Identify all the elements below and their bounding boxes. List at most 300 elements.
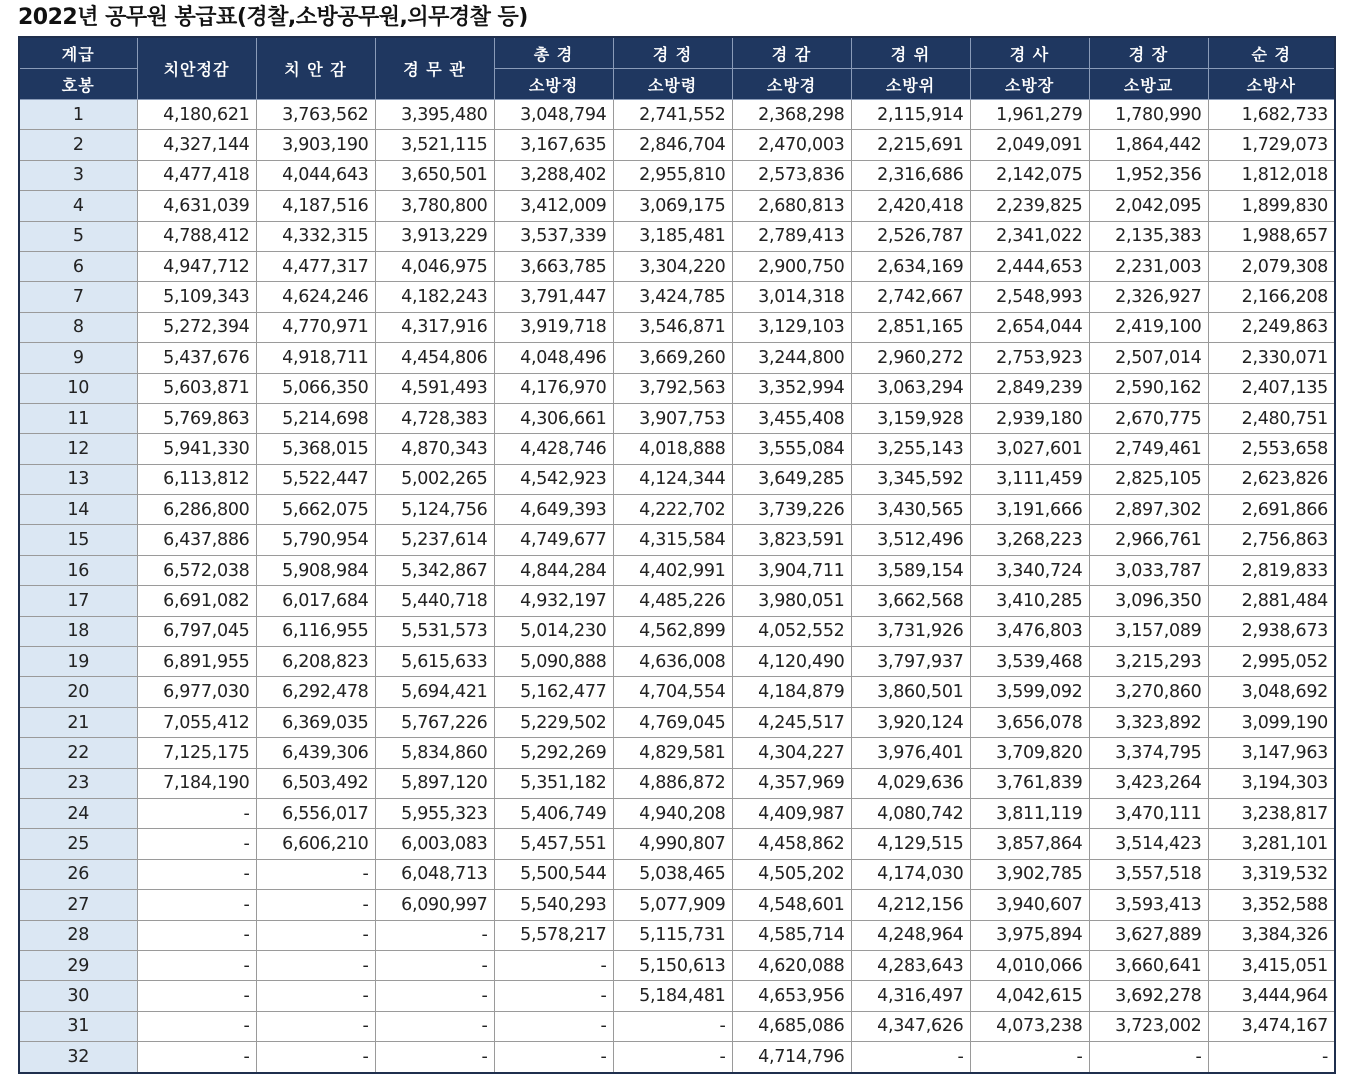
salary-cell: 4,918,711 bbox=[256, 343, 375, 373]
table-row bbox=[19, 920, 1335, 950]
salary-cell: 5,184,481 bbox=[613, 981, 732, 1011]
salary-cell: 6,556,017 bbox=[256, 798, 375, 828]
salary-cell: 4,018,888 bbox=[613, 434, 732, 464]
header-col2: 치 안 감 bbox=[256, 37, 375, 100]
salary-cell: 3,099,190 bbox=[1208, 707, 1335, 737]
salary-cell: 5,790,954 bbox=[256, 525, 375, 555]
salary-cell: 3,913,229 bbox=[375, 221, 494, 251]
salary-cell: 5,500,544 bbox=[494, 859, 613, 889]
salary-cell: 3,270,860 bbox=[1089, 677, 1208, 707]
salary-cell: - bbox=[256, 1011, 375, 1041]
salary-cell: 5,077,909 bbox=[613, 890, 732, 920]
salary-cell: 3,194,303 bbox=[1208, 768, 1335, 798]
salary-cell: 4,728,383 bbox=[375, 403, 494, 433]
table-row bbox=[19, 160, 1335, 190]
salary-cell: 3,521,115 bbox=[375, 130, 494, 160]
salary-cell: 5,694,421 bbox=[375, 677, 494, 707]
salary-cell: 2,444,653 bbox=[970, 251, 1089, 281]
salary-cell: 3,319,532 bbox=[1208, 859, 1335, 889]
salary-cell: 5,540,293 bbox=[494, 890, 613, 920]
salary-cell: 4,714,796 bbox=[732, 1042, 851, 1073]
salary-cell: 2,341,022 bbox=[970, 221, 1089, 251]
salary-cell: 3,739,226 bbox=[732, 495, 851, 525]
salary-cell: 4,749,677 bbox=[494, 525, 613, 555]
salary-cell: 3,167,635 bbox=[494, 130, 613, 160]
salary-cell: 5,955,323 bbox=[375, 798, 494, 828]
step-cell: 20 bbox=[19, 677, 137, 707]
step-cell: 11 bbox=[19, 403, 137, 433]
salary-cell: - bbox=[137, 890, 256, 920]
table-row bbox=[19, 434, 1335, 464]
step-cell: 7 bbox=[19, 282, 137, 312]
table-row bbox=[19, 100, 1335, 130]
header-col8-bottom: 소방장 bbox=[970, 69, 1089, 100]
salary-cell: 5,090,888 bbox=[494, 647, 613, 677]
salary-cell: 2,749,461 bbox=[1089, 434, 1208, 464]
salary-cell: 5,941,330 bbox=[137, 434, 256, 464]
salary-cell: 3,323,892 bbox=[1089, 707, 1208, 737]
salary-cell: 4,347,626 bbox=[851, 1011, 970, 1041]
table-row bbox=[19, 312, 1335, 342]
salary-cell: 5,406,749 bbox=[494, 798, 613, 828]
salary-cell: 4,409,987 bbox=[732, 798, 851, 828]
header-col10-bottom: 소방사 bbox=[1208, 69, 1335, 100]
salary-cell: 3,474,167 bbox=[1208, 1011, 1335, 1041]
step-cell: 21 bbox=[19, 707, 137, 737]
salary-cell: - bbox=[137, 1011, 256, 1041]
salary-table bbox=[18, 36, 1336, 1074]
header-col6-top: 경 감 bbox=[732, 37, 851, 69]
salary-cell: 4,316,497 bbox=[851, 981, 970, 1011]
header-col4-bottom: 소방정 bbox=[494, 69, 613, 100]
salary-cell: 3,147,963 bbox=[1208, 738, 1335, 768]
salary-cell: 2,966,761 bbox=[1089, 525, 1208, 555]
salary-cell: 3,919,718 bbox=[494, 312, 613, 342]
salary-cell: 2,573,836 bbox=[732, 160, 851, 190]
salary-cell: 2,938,673 bbox=[1208, 616, 1335, 646]
salary-cell: 2,079,308 bbox=[1208, 251, 1335, 281]
salary-cell: 3,555,084 bbox=[732, 434, 851, 464]
salary-cell: 5,578,217 bbox=[494, 920, 613, 950]
table-row bbox=[19, 829, 1335, 859]
step-cell: 17 bbox=[19, 586, 137, 616]
salary-cell: 3,512,496 bbox=[851, 525, 970, 555]
salary-cell: 3,185,481 bbox=[613, 221, 732, 251]
step-cell: 13 bbox=[19, 464, 137, 494]
salary-cell: 2,825,105 bbox=[1089, 464, 1208, 494]
salary-cell: 2,330,071 bbox=[1208, 343, 1335, 373]
salary-cell: 3,811,119 bbox=[970, 798, 1089, 828]
salary-cell: - bbox=[256, 1042, 375, 1073]
salary-cell: 3,423,264 bbox=[1089, 768, 1208, 798]
salary-cell: 3,033,787 bbox=[1089, 555, 1208, 585]
salary-cell: 3,281,101 bbox=[1208, 829, 1335, 859]
step-cell: 14 bbox=[19, 495, 137, 525]
salary-cell: - bbox=[375, 1011, 494, 1041]
salary-cell: 4,327,144 bbox=[137, 130, 256, 160]
salary-cell: 2,316,686 bbox=[851, 160, 970, 190]
salary-cell: 4,542,923 bbox=[494, 464, 613, 494]
salary-cell: 4,591,493 bbox=[375, 373, 494, 403]
salary-cell: 2,049,091 bbox=[970, 130, 1089, 160]
salary-cell: 4,306,661 bbox=[494, 403, 613, 433]
salary-cell: 4,332,315 bbox=[256, 221, 375, 251]
salary-cell: 4,649,393 bbox=[494, 495, 613, 525]
salary-cell: 5,615,633 bbox=[375, 647, 494, 677]
table-row bbox=[19, 981, 1335, 1011]
salary-cell: 7,125,175 bbox=[137, 738, 256, 768]
header-col6-bottom: 소방경 bbox=[732, 69, 851, 100]
step-cell: 30 bbox=[19, 981, 137, 1011]
header-col10-top: 순 경 bbox=[1208, 37, 1335, 69]
salary-cell: - bbox=[1089, 1042, 1208, 1073]
salary-cell: 4,940,208 bbox=[613, 798, 732, 828]
table-row bbox=[19, 403, 1335, 433]
salary-cell: 3,063,294 bbox=[851, 373, 970, 403]
table-row bbox=[19, 191, 1335, 221]
salary-cell: 2,215,691 bbox=[851, 130, 970, 160]
step-cell: 16 bbox=[19, 555, 137, 585]
salary-cell: 4,636,008 bbox=[613, 647, 732, 677]
salary-cell: 6,606,210 bbox=[256, 829, 375, 859]
salary-cell: 1,780,990 bbox=[1089, 100, 1208, 130]
salary-cell: 5,437,676 bbox=[137, 343, 256, 373]
salary-cell: 2,995,052 bbox=[1208, 647, 1335, 677]
salary-cell: 2,849,239 bbox=[970, 373, 1089, 403]
salary-cell: 2,753,923 bbox=[970, 343, 1089, 373]
salary-cell: 4,947,712 bbox=[137, 251, 256, 281]
table-row bbox=[19, 282, 1335, 312]
step-cell: 5 bbox=[19, 221, 137, 251]
step-cell: 3 bbox=[19, 160, 137, 190]
table-row bbox=[19, 647, 1335, 677]
salary-cell: 3,069,175 bbox=[613, 191, 732, 221]
salary-cell: 6,437,886 bbox=[137, 525, 256, 555]
table-row bbox=[19, 221, 1335, 251]
salary-cell: 5,237,614 bbox=[375, 525, 494, 555]
salary-cell: 3,096,350 bbox=[1089, 586, 1208, 616]
header-col4-top: 총 경 bbox=[494, 37, 613, 69]
salary-cell: 4,428,746 bbox=[494, 434, 613, 464]
salary-cell: 4,048,496 bbox=[494, 343, 613, 373]
step-cell: 28 bbox=[19, 920, 137, 950]
salary-cell: 2,470,003 bbox=[732, 130, 851, 160]
salary-cell: 4,187,516 bbox=[256, 191, 375, 221]
salary-cell: 6,113,812 bbox=[137, 464, 256, 494]
salary-cell: 5,109,343 bbox=[137, 282, 256, 312]
step-cell: 1 bbox=[19, 100, 137, 130]
salary-cell: 3,304,220 bbox=[613, 251, 732, 281]
salary-cell: 3,374,795 bbox=[1089, 738, 1208, 768]
salary-cell: 4,248,964 bbox=[851, 920, 970, 950]
salary-cell: 5,603,871 bbox=[137, 373, 256, 403]
step-cell: 29 bbox=[19, 950, 137, 980]
table-row bbox=[19, 464, 1335, 494]
salary-cell: 3,111,459 bbox=[970, 464, 1089, 494]
salary-cell: 4,317,916 bbox=[375, 312, 494, 342]
table-header bbox=[19, 37, 1335, 100]
salary-cell: 4,829,581 bbox=[613, 738, 732, 768]
table-row bbox=[19, 373, 1335, 403]
salary-cell: 3,797,937 bbox=[851, 647, 970, 677]
salary-cell: 6,797,045 bbox=[137, 616, 256, 646]
salary-cell: 2,960,272 bbox=[851, 343, 970, 373]
salary-cell: 2,846,704 bbox=[613, 130, 732, 160]
salary-cell: 5,150,613 bbox=[613, 950, 732, 980]
table-body bbox=[19, 100, 1335, 1073]
salary-cell: - bbox=[970, 1042, 1089, 1073]
salary-cell: 3,410,285 bbox=[970, 586, 1089, 616]
salary-cell: 6,369,035 bbox=[256, 707, 375, 737]
salary-cell: 3,514,423 bbox=[1089, 829, 1208, 859]
salary-cell: - bbox=[137, 920, 256, 950]
salary-cell: 3,940,607 bbox=[970, 890, 1089, 920]
salary-cell: 2,249,863 bbox=[1208, 312, 1335, 342]
salary-cell: 3,048,794 bbox=[494, 100, 613, 130]
salary-cell: 2,042,095 bbox=[1089, 191, 1208, 221]
salary-cell: 2,419,100 bbox=[1089, 312, 1208, 342]
salary-cell: 5,038,465 bbox=[613, 859, 732, 889]
salary-cell: 3,763,562 bbox=[256, 100, 375, 130]
salary-cell: 3,384,326 bbox=[1208, 920, 1335, 950]
salary-cell: 6,208,823 bbox=[256, 647, 375, 677]
header-col9-top: 경 장 bbox=[1089, 37, 1208, 69]
salary-cell: 3,430,565 bbox=[851, 495, 970, 525]
salary-cell: 3,191,666 bbox=[970, 495, 1089, 525]
salary-cell: - bbox=[137, 859, 256, 889]
salary-cell: 4,477,418 bbox=[137, 160, 256, 190]
salary-cell: 4,477,317 bbox=[256, 251, 375, 281]
salary-cell: 6,286,800 bbox=[137, 495, 256, 525]
table-row bbox=[19, 616, 1335, 646]
step-cell: 19 bbox=[19, 647, 137, 677]
salary-cell: - bbox=[256, 890, 375, 920]
salary-cell: 3,761,839 bbox=[970, 768, 1089, 798]
step-cell: 2 bbox=[19, 130, 137, 160]
salary-cell: 1,729,073 bbox=[1208, 130, 1335, 160]
salary-cell: 3,345,592 bbox=[851, 464, 970, 494]
salary-cell: 3,669,260 bbox=[613, 343, 732, 373]
salary-cell: 4,124,344 bbox=[613, 464, 732, 494]
salary-cell: 1,952,356 bbox=[1089, 160, 1208, 190]
header-col8-top: 경 사 bbox=[970, 37, 1089, 69]
salary-cell: 3,395,480 bbox=[375, 100, 494, 130]
step-cell: 12 bbox=[19, 434, 137, 464]
salary-cell: 2,670,775 bbox=[1089, 403, 1208, 433]
salary-cell: 3,215,293 bbox=[1089, 647, 1208, 677]
salary-cell: 3,539,468 bbox=[970, 647, 1089, 677]
step-cell: 18 bbox=[19, 616, 137, 646]
salary-cell: 2,634,169 bbox=[851, 251, 970, 281]
salary-cell: 5,897,120 bbox=[375, 768, 494, 798]
salary-cell: 3,903,190 bbox=[256, 130, 375, 160]
salary-cell: 3,238,817 bbox=[1208, 798, 1335, 828]
salary-cell: 2,623,826 bbox=[1208, 464, 1335, 494]
header-rank: 계급 bbox=[19, 37, 137, 69]
salary-cell: 2,742,667 bbox=[851, 282, 970, 312]
salary-cell: 2,741,552 bbox=[613, 100, 732, 130]
salary-cell: - bbox=[851, 1042, 970, 1073]
salary-cell: 6,977,030 bbox=[137, 677, 256, 707]
table-row bbox=[19, 1011, 1335, 1041]
salary-cell: 4,990,807 bbox=[613, 829, 732, 859]
salary-cell: 3,268,223 bbox=[970, 525, 1089, 555]
salary-cell: 3,662,568 bbox=[851, 586, 970, 616]
salary-cell: 6,017,684 bbox=[256, 586, 375, 616]
salary-cell: - bbox=[494, 1042, 613, 1073]
salary-cell: 4,770,971 bbox=[256, 312, 375, 342]
salary-cell: - bbox=[613, 1011, 732, 1041]
salary-cell: 4,180,621 bbox=[137, 100, 256, 130]
salary-cell: 3,857,864 bbox=[970, 829, 1089, 859]
salary-cell: 4,174,030 bbox=[851, 859, 970, 889]
salary-cell: - bbox=[256, 920, 375, 950]
salary-cell: 1,682,733 bbox=[1208, 100, 1335, 130]
salary-cell: 5,115,731 bbox=[613, 920, 732, 950]
salary-cell: - bbox=[613, 1042, 732, 1073]
salary-cell: 4,769,045 bbox=[613, 707, 732, 737]
salary-cell: - bbox=[494, 950, 613, 980]
table-row bbox=[19, 525, 1335, 555]
salary-cell: 2,507,014 bbox=[1089, 343, 1208, 373]
step-cell: 6 bbox=[19, 251, 137, 281]
step-cell: 32 bbox=[19, 1042, 137, 1073]
salary-cell: 5,440,718 bbox=[375, 586, 494, 616]
salary-cell: 5,292,269 bbox=[494, 738, 613, 768]
salary-cell: - bbox=[137, 950, 256, 980]
salary-cell: 2,135,383 bbox=[1089, 221, 1208, 251]
header-col5-bottom: 소방령 bbox=[613, 69, 732, 100]
table-row bbox=[19, 586, 1335, 616]
step-cell: 22 bbox=[19, 738, 137, 768]
salary-cell: 5,124,756 bbox=[375, 495, 494, 525]
salary-cell: 2,691,866 bbox=[1208, 495, 1335, 525]
salary-cell: 2,239,825 bbox=[970, 191, 1089, 221]
salary-cell: 3,415,051 bbox=[1208, 950, 1335, 980]
table-row bbox=[19, 555, 1335, 585]
salary-cell: 5,014,230 bbox=[494, 616, 613, 646]
salary-cell: 3,656,078 bbox=[970, 707, 1089, 737]
salary-cell: 3,014,318 bbox=[732, 282, 851, 312]
salary-cell: 4,505,202 bbox=[732, 859, 851, 889]
header-col7-top: 경 위 bbox=[851, 37, 970, 69]
salary-cell: 4,844,284 bbox=[494, 555, 613, 585]
salary-cell: 4,562,899 bbox=[613, 616, 732, 646]
salary-cell: 5,908,984 bbox=[256, 555, 375, 585]
salary-cell: - bbox=[375, 981, 494, 1011]
table-row bbox=[19, 950, 1335, 980]
salary-cell: 4,010,066 bbox=[970, 950, 1089, 980]
salary-cell: 4,585,714 bbox=[732, 920, 851, 950]
salary-cell: 2,407,135 bbox=[1208, 373, 1335, 403]
table-row bbox=[19, 890, 1335, 920]
salary-cell: 4,052,552 bbox=[732, 616, 851, 646]
salary-cell: 3,920,124 bbox=[851, 707, 970, 737]
salary-cell: 3,823,591 bbox=[732, 525, 851, 555]
salary-cell: 3,455,408 bbox=[732, 403, 851, 433]
salary-cell: 3,723,002 bbox=[1089, 1011, 1208, 1041]
salary-cell: 4,080,742 bbox=[851, 798, 970, 828]
salary-cell: 3,975,894 bbox=[970, 920, 1089, 950]
salary-cell: - bbox=[256, 859, 375, 889]
salary-cell: 3,352,588 bbox=[1208, 890, 1335, 920]
salary-cell: 3,902,785 bbox=[970, 859, 1089, 889]
salary-cell: 5,662,075 bbox=[256, 495, 375, 525]
salary-cell: 2,939,180 bbox=[970, 403, 1089, 433]
salary-cell: - bbox=[137, 981, 256, 1011]
salary-cell: 3,627,889 bbox=[1089, 920, 1208, 950]
salary-cell: 3,593,413 bbox=[1089, 890, 1208, 920]
salary-cell: 2,231,003 bbox=[1089, 251, 1208, 281]
salary-cell: 6,891,955 bbox=[137, 647, 256, 677]
salary-cell: 4,548,601 bbox=[732, 890, 851, 920]
salary-cell: 2,368,298 bbox=[732, 100, 851, 130]
salary-cell: 4,624,246 bbox=[256, 282, 375, 312]
salary-cell: 7,184,190 bbox=[137, 768, 256, 798]
step-cell: 15 bbox=[19, 525, 137, 555]
salary-cell: 4,685,086 bbox=[732, 1011, 851, 1041]
salary-cell: 5,229,502 bbox=[494, 707, 613, 737]
salary-cell: 2,115,914 bbox=[851, 100, 970, 130]
salary-cell: - bbox=[137, 829, 256, 859]
salary-cell: 3,255,143 bbox=[851, 434, 970, 464]
salary-cell: 3,660,641 bbox=[1089, 950, 1208, 980]
salary-cell: 2,553,658 bbox=[1208, 434, 1335, 464]
table-row bbox=[19, 677, 1335, 707]
salary-cell: - bbox=[494, 1011, 613, 1041]
salary-cell: 1,899,830 bbox=[1208, 191, 1335, 221]
salary-cell: 4,073,238 bbox=[970, 1011, 1089, 1041]
salary-cell: 4,129,515 bbox=[851, 829, 970, 859]
salary-cell: 3,649,285 bbox=[732, 464, 851, 494]
salary-cell: 3,546,871 bbox=[613, 312, 732, 342]
salary-cell: 3,244,800 bbox=[732, 343, 851, 373]
table-row bbox=[19, 859, 1335, 889]
salary-cell: 4,357,969 bbox=[732, 768, 851, 798]
salary-cell: 5,214,698 bbox=[256, 403, 375, 433]
salary-cell: 4,704,554 bbox=[613, 677, 732, 707]
salary-cell: 3,709,820 bbox=[970, 738, 1089, 768]
salary-cell: 3,557,518 bbox=[1089, 859, 1208, 889]
salary-cell: 3,424,785 bbox=[613, 282, 732, 312]
salary-cell: 6,090,997 bbox=[375, 890, 494, 920]
table-row bbox=[19, 768, 1335, 798]
step-cell: 27 bbox=[19, 890, 137, 920]
salary-cell: 5,769,863 bbox=[137, 403, 256, 433]
salary-cell: 4,044,643 bbox=[256, 160, 375, 190]
salary-cell: 3,692,278 bbox=[1089, 981, 1208, 1011]
salary-cell: - bbox=[375, 950, 494, 980]
salary-cell: 3,663,785 bbox=[494, 251, 613, 281]
salary-cell: - bbox=[256, 950, 375, 980]
salary-cell: 2,819,833 bbox=[1208, 555, 1335, 585]
salary-cell: - bbox=[137, 1042, 256, 1073]
salary-cell: 5,162,477 bbox=[494, 677, 613, 707]
salary-cell: 4,620,088 bbox=[732, 950, 851, 980]
salary-cell: 1,864,442 bbox=[1089, 130, 1208, 160]
salary-cell: 2,142,075 bbox=[970, 160, 1089, 190]
step-cell: 31 bbox=[19, 1011, 137, 1041]
salary-cell: 4,184,879 bbox=[732, 677, 851, 707]
table-row bbox=[19, 707, 1335, 737]
salary-cell: 5,531,573 bbox=[375, 616, 494, 646]
salary-cell: 3,980,051 bbox=[732, 586, 851, 616]
salary-cell: 4,245,517 bbox=[732, 707, 851, 737]
salary-cell: 3,157,089 bbox=[1089, 616, 1208, 646]
step-cell: 23 bbox=[19, 768, 137, 798]
salary-cell: 5,457,551 bbox=[494, 829, 613, 859]
salary-cell: 5,834,860 bbox=[375, 738, 494, 768]
